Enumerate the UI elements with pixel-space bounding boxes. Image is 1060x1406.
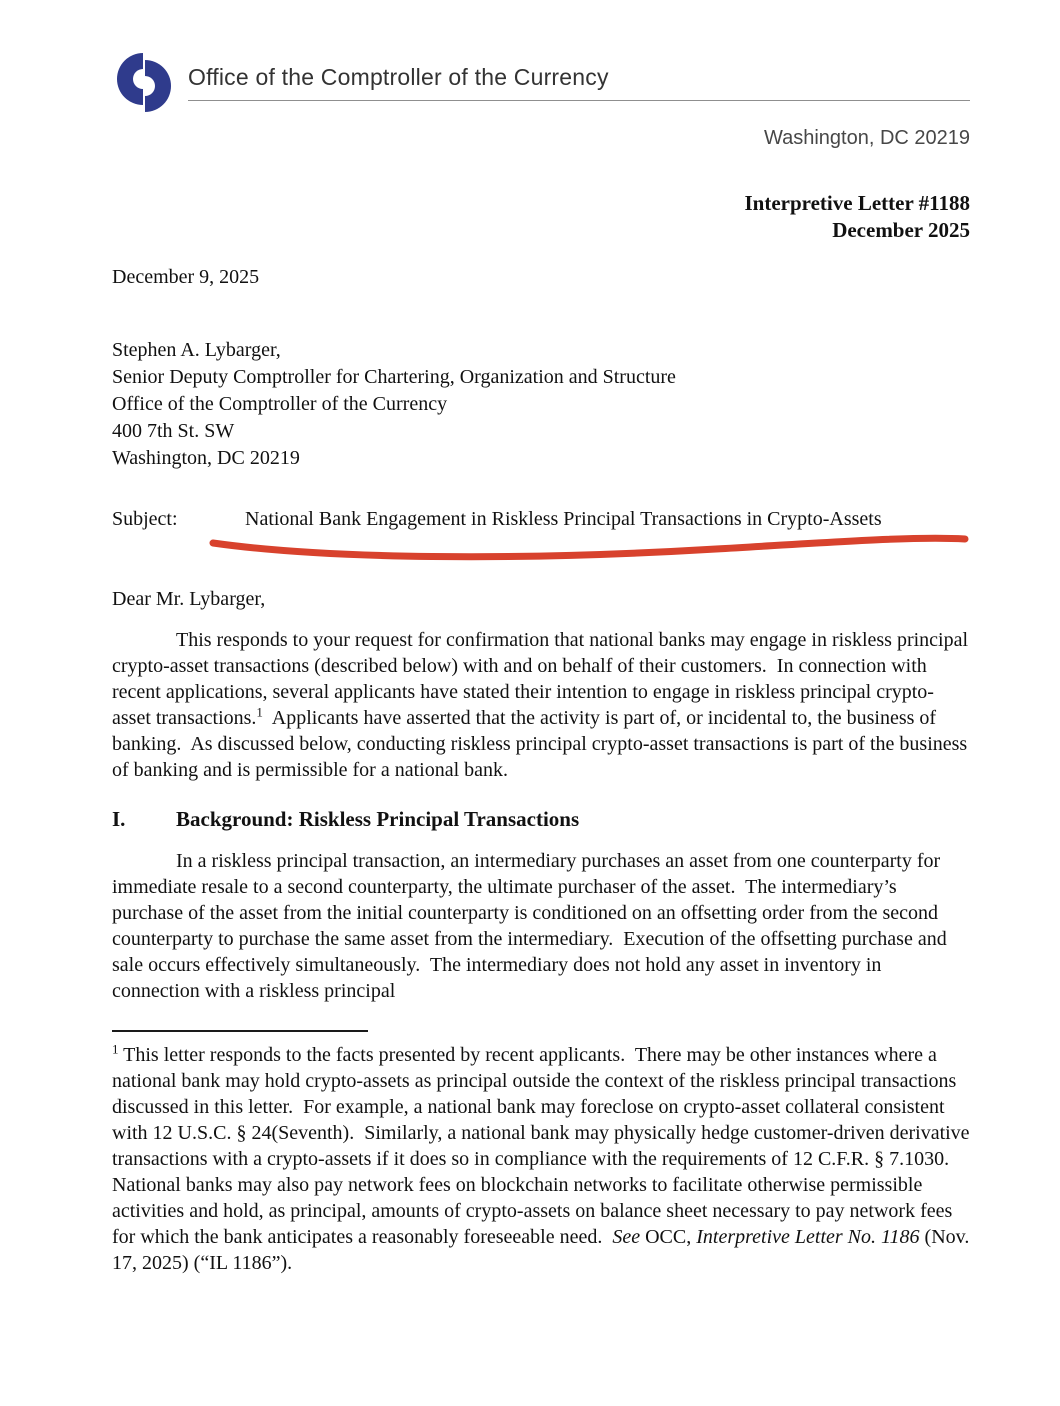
footnote-see-signal: See — [612, 1226, 641, 1248]
footnote-marker: 1 — [112, 1041, 119, 1057]
recipient-city: Washington, DC 20219 — [112, 447, 300, 469]
paragraph-1-text-cont: Applicants have asserted that the activity is part of, or incidental to, the business of banking. As discussed below, conducting riskless principal crypto-asset transactions is part of the business of banking and is permissible for a national bank. — [112, 707, 973, 781]
paragraph-1-text: This responds to your request for confirmation that national banks may engage in riskless principal crypto-asset transactions (described below) with and on behalf of their customers. In connection with recent applications, several applicants have stated their intention to engage in riskless principal crypto-asset transactions. — [112, 629, 974, 729]
recipient-title: Senior Deputy Comptroller for Chartering, Organization and Structure — [112, 366, 676, 388]
letterhead — [112, 48, 970, 116]
masthead-title-block — [188, 48, 970, 101]
footnote-reference-1: 1 — [256, 704, 263, 720]
date-line: December 9, 2025 — [112, 266, 260, 288]
occ-logo-icon — [112, 48, 174, 116]
subject-label: Subject: — [112, 508, 178, 530]
footnote-1 — [112, 1041, 975, 1276]
recipient-name: Stephen A. Lybarger, — [112, 339, 281, 361]
paragraph-2: In a riskless principal transaction, an intermediary purchases an asset from one counterparty for immediate resale to a second counterparty, the ultimate purchaser of the asset. The intermediary’s purchase of the asset from the initial counterparty is conditioned on an offsetting order from the second counterparty to purchase the same asset from the intermediary. Execution of the offsetting purchase and sale occurs effectively simultaneously. The intermediary does not hold any asset in inventory in connection with a riskless principal — [112, 850, 952, 1002]
footnote-text: This letter responds to the facts presented by recent applicants. There may be other instances where a national bank may hold crypto-assets as principal outside the context of the riskless principal transactions discussed in this letter. For example, a national bank may foreclose on crypto-asset collateral consistent with 12 U.S.C. § 24(Seventh). Similarly, a national bank may physically hedge customer-driven derivative transactions with a crypto-assets if it does so in compliance with the requirements of 12 C.F.R. § 7.1030. National banks may also pay network fees on blockchain networks to facilitate otherwise permissible activities and hold, as principal, amounts of crypto-assets on balance sheet necessary to pay network fees for which the bank anticipates a reasonably foreseeable need. — [112, 1044, 975, 1248]
red-underline-annotation — [206, 532, 972, 564]
subject-row — [112, 508, 970, 531]
occ-logo-left-crescent — [117, 53, 143, 105]
letter-number: Interpretive Letter #1188 — [744, 191, 970, 215]
section-title: Background: Riskless Principal Transactions — [176, 807, 580, 831]
footnote-separator — [112, 1030, 368, 1032]
salutation: Dear Mr. Lybarger, — [112, 588, 266, 610]
subject-text: National Bank Engagement in Riskless Principal Transactions in Crypto-Assets — [245, 508, 882, 530]
footnote-citation: Interpretive Letter No. 1186 — [696, 1226, 920, 1248]
recipient-org: Office of the Comptroller of the Currency — [112, 393, 448, 415]
letter-meta — [112, 190, 970, 244]
org-name: Office of the Comptroller of the Currency — [188, 64, 609, 90]
occ-logo-right-crescent — [145, 60, 171, 112]
recipient-block — [112, 337, 970, 472]
red-underline-stroke — [213, 538, 965, 557]
letterhead-location: Washington, DC 20219 — [763, 127, 970, 149]
footnote-block — [112, 1030, 975, 1276]
recipient-street: 400 7th St. SW — [112, 420, 235, 442]
section-heading-1 — [112, 807, 970, 832]
footnote-text-3: (Nov. 17, 2025) (“IL 1186”). — [112, 1226, 975, 1274]
letter-month: December 2025 — [832, 218, 970, 242]
paragraph-1 — [112, 627, 974, 783]
section-number: I. — [112, 807, 126, 831]
footnote-text-2: OCC, — [640, 1226, 697, 1248]
